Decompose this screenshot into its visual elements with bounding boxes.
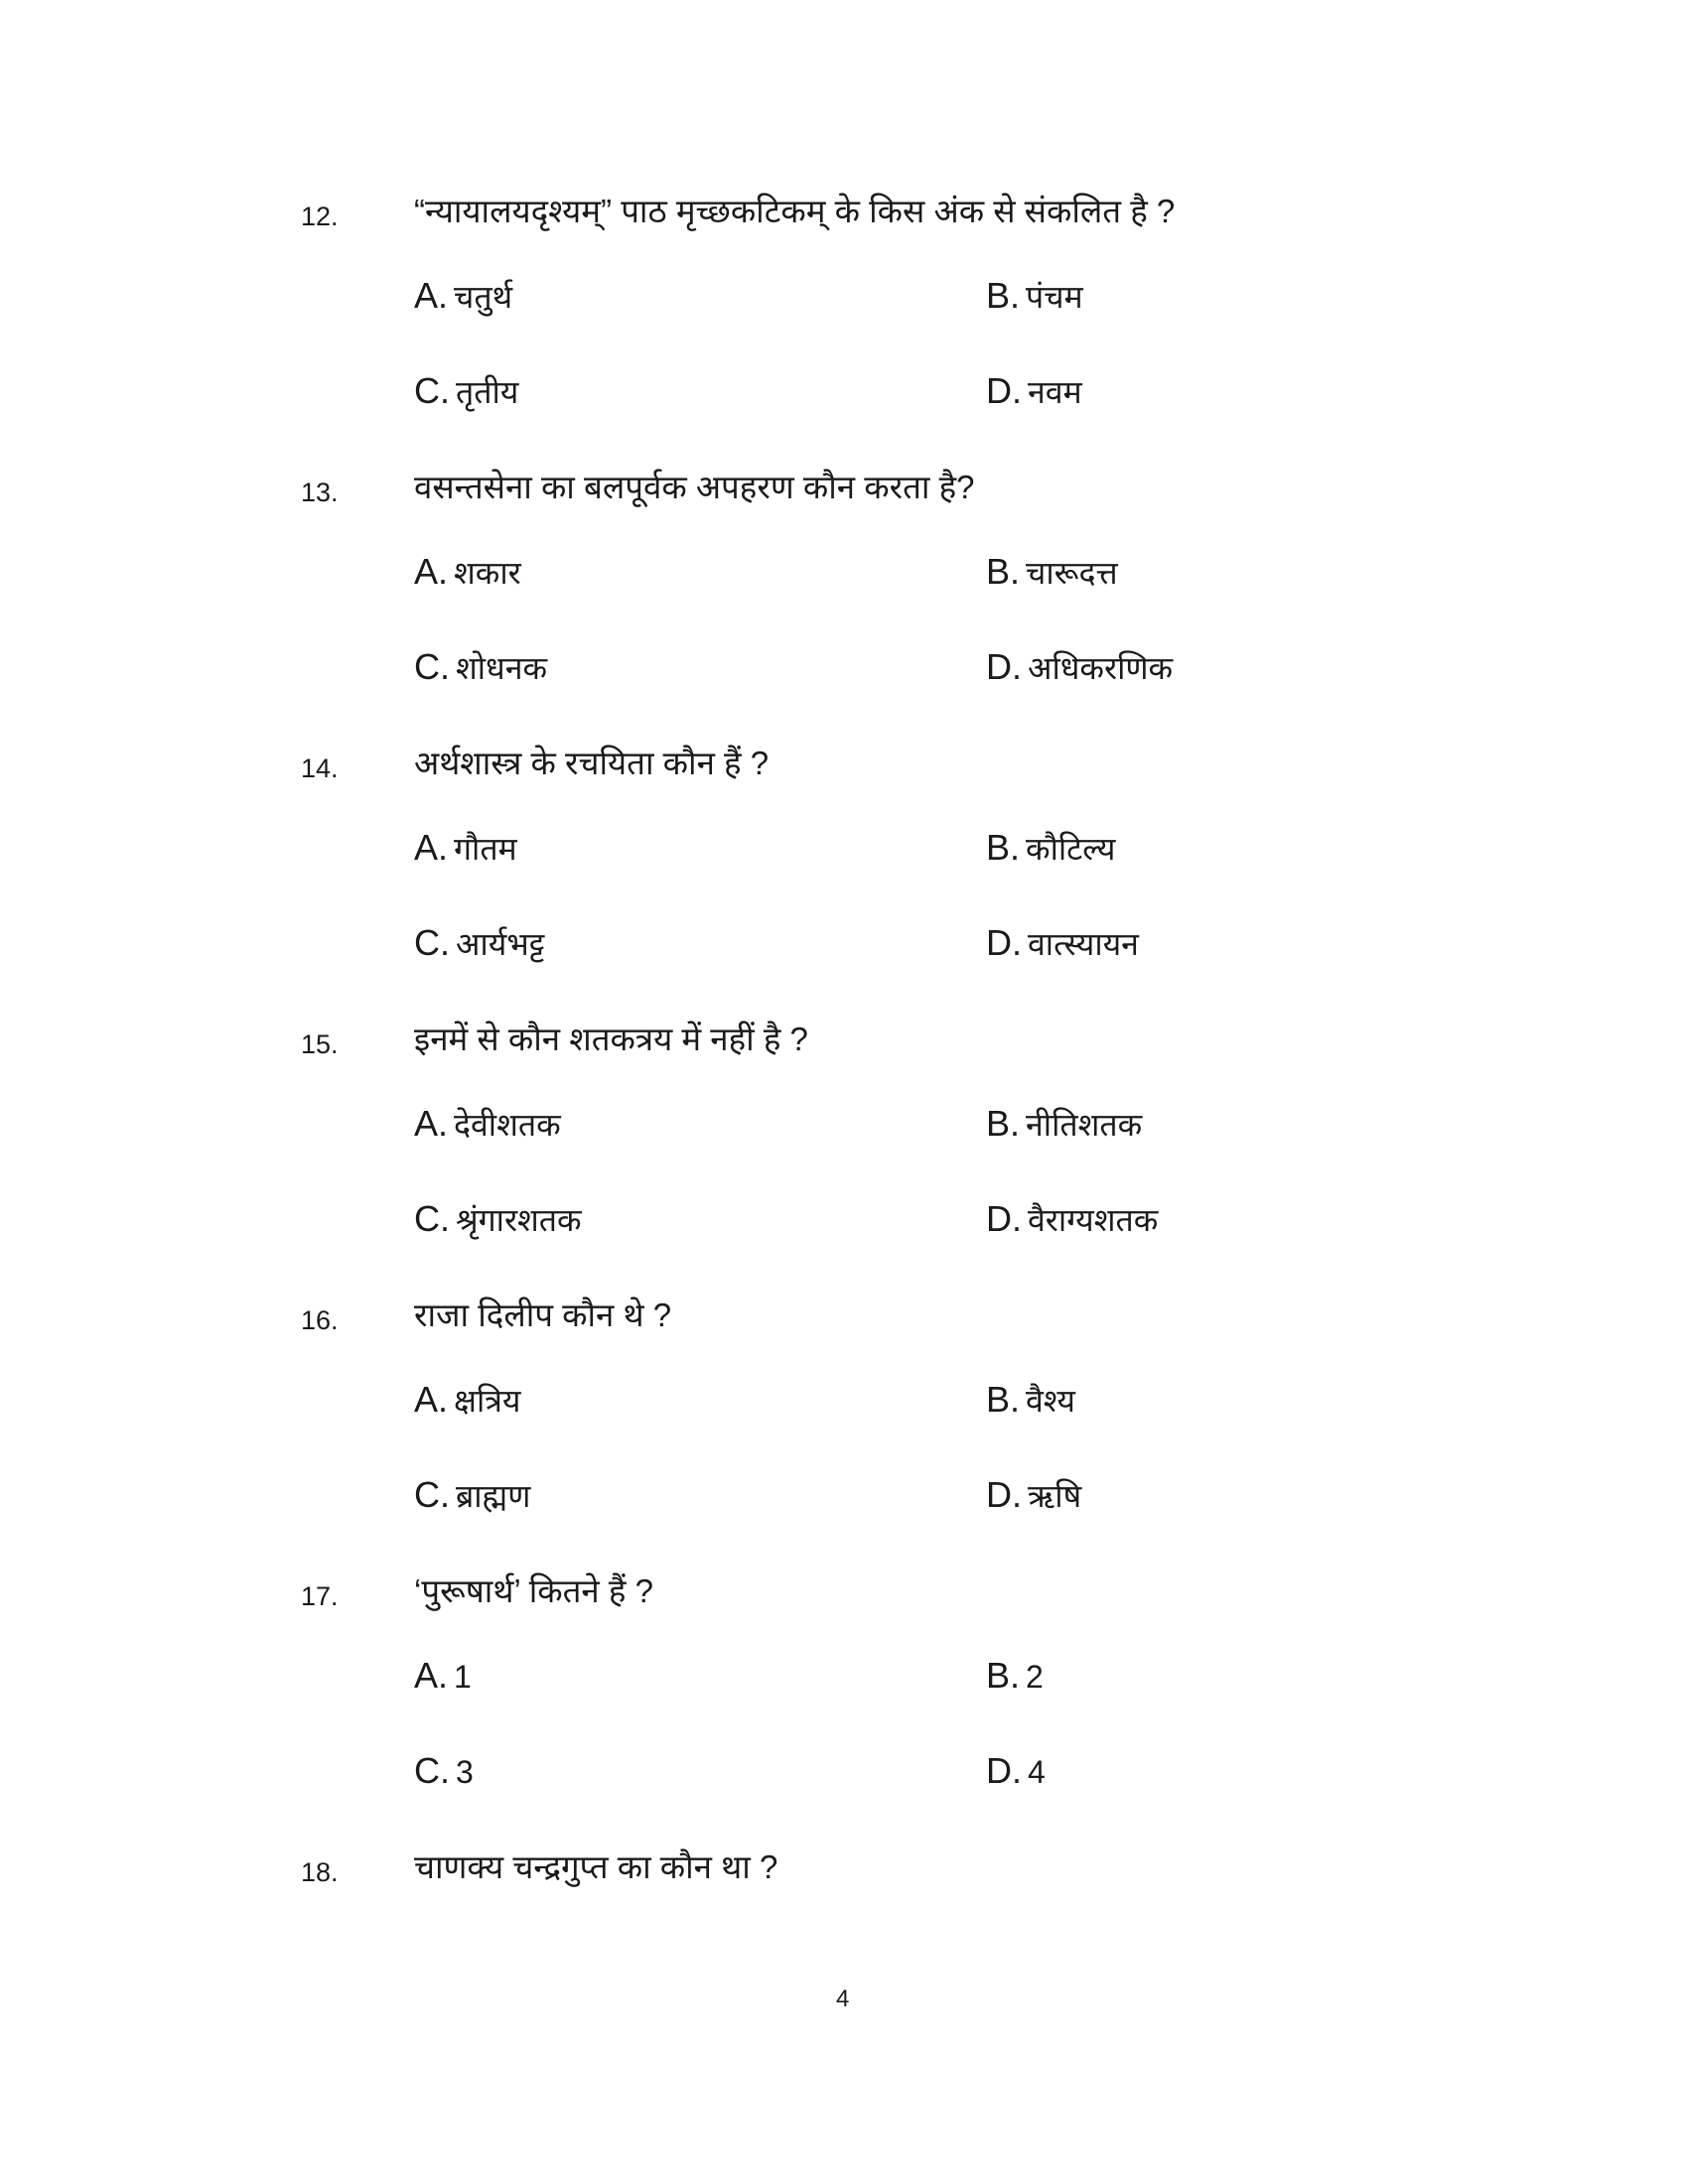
question-number: 16.	[301, 1305, 339, 1335]
option-text: 4	[1028, 1754, 1046, 1790]
question-number: 12.	[301, 202, 339, 231]
question-number: 17.	[301, 1581, 339, 1611]
option-text: चारूदत्त	[1026, 555, 1118, 591]
option-letter: B.	[986, 1655, 1021, 1696]
option-a	[414, 551, 521, 594]
question-number: 13.	[301, 478, 339, 507]
option-letter: B.	[986, 551, 1021, 592]
option-letter: C.	[414, 1750, 450, 1791]
option-letter: B.	[986, 1103, 1021, 1144]
page-number: 4	[836, 1985, 850, 2012]
option-c	[414, 1198, 582, 1241]
question-item	[0, 1297, 1688, 1585]
option-a	[414, 1103, 561, 1146]
option-text: वैराग्यशतक	[1028, 1202, 1159, 1238]
question-item	[0, 745, 1688, 1033]
option-letter: A.	[414, 827, 449, 868]
option-a	[414, 275, 512, 318]
question-item	[0, 469, 1688, 757]
option-b	[986, 551, 1118, 594]
option-text: 2	[1026, 1659, 1044, 1695]
option-b	[986, 1379, 1075, 1422]
option-letter: A.	[414, 1103, 449, 1144]
option-letter: B.	[986, 1379, 1021, 1420]
option-letter: A.	[414, 275, 449, 316]
option-letter: A.	[414, 1655, 449, 1696]
option-d	[986, 370, 1082, 413]
option-letter: D.	[986, 922, 1022, 963]
option-a	[414, 1379, 520, 1422]
question-text: वसन्तसेना का बलपूर्वक अपहरण कौन करता है?	[414, 469, 975, 505]
option-d	[986, 922, 1139, 965]
option-text: वात्स्यायन	[1028, 926, 1139, 962]
option-text: श्रृंगारशतक	[456, 1202, 582, 1238]
question-item	[0, 193, 1688, 481]
option-d	[986, 1198, 1158, 1241]
option-text: 3	[456, 1754, 474, 1790]
option-text: आर्यभट्ट	[456, 926, 545, 962]
question-number: 15.	[301, 1029, 339, 1059]
question-text: राजा दिलीप कौन थे ?	[414, 1297, 672, 1333]
option-letter: B.	[986, 827, 1021, 868]
question-text: चाणक्य चन्द्रगुप्त का कौन था ?	[414, 1848, 778, 1885]
option-text: नीतिशतक	[1026, 1107, 1143, 1143]
option-b	[986, 1655, 1044, 1697]
option-c	[414, 1750, 474, 1792]
option-letter: A.	[414, 1379, 449, 1420]
option-text: ऋषि	[1028, 1478, 1082, 1514]
option-d	[986, 1474, 1081, 1517]
option-text: शोधनक	[456, 650, 548, 686]
option-letter: B.	[986, 275, 1021, 316]
question-text: इनमें से कौन शतकत्रय में नहीं है ?	[414, 1021, 808, 1057]
question-number: 14.	[301, 753, 339, 783]
option-b	[986, 1103, 1142, 1146]
option-letter: C.	[414, 1198, 450, 1239]
option-text: तृतीय	[456, 374, 519, 410]
question-item	[0, 1021, 1688, 1309]
question-text: ‘पुरूषार्थ’ कितने हैं ?	[414, 1572, 653, 1609]
option-letter: D.	[986, 1474, 1022, 1515]
option-c	[414, 646, 547, 689]
option-text: नवम	[1028, 374, 1082, 410]
option-b	[986, 827, 1115, 870]
option-letter: D.	[986, 1750, 1022, 1791]
question-text: “न्यायालयदृश्यम्” पाठ मृच्छकटिकम् के किस अंक से संकलित है ?	[414, 193, 1176, 229]
option-d	[986, 1750, 1046, 1792]
option-a	[414, 1655, 472, 1697]
option-letter: C.	[414, 370, 450, 411]
question-number: 18.	[301, 1857, 339, 1887]
option-a	[414, 827, 517, 870]
option-text: देवीशतक	[454, 1107, 561, 1143]
option-text: पंचम	[1026, 279, 1083, 315]
option-text: क्षत्रिय	[454, 1383, 521, 1419]
question-text: अर्थशास्त्र के रचयिता कौन हैं ?	[414, 745, 770, 781]
option-text: वैश्य	[1026, 1383, 1075, 1419]
option-letter: C.	[414, 922, 450, 963]
option-text: कौटिल्य	[1026, 831, 1116, 867]
option-text: ब्राह्मण	[456, 1478, 531, 1514]
option-letter: D.	[986, 1198, 1022, 1239]
option-letter: C.	[414, 646, 450, 687]
option-c	[414, 922, 544, 965]
option-letter: D.	[986, 646, 1022, 687]
option-text: गौतम	[454, 831, 517, 867]
option-d	[986, 646, 1173, 689]
option-text: चतुर्थ	[454, 279, 513, 315]
option-text: अधिकरणिक	[1028, 650, 1174, 686]
question-item	[0, 1572, 1688, 1861]
option-text: 1	[454, 1659, 472, 1695]
option-letter: A.	[414, 551, 449, 592]
option-letter: C.	[414, 1474, 450, 1515]
option-c	[414, 1474, 530, 1517]
option-c	[414, 370, 518, 413]
option-text: शकार	[454, 555, 521, 591]
option-b	[986, 275, 1083, 318]
option-letter: D.	[986, 370, 1022, 411]
